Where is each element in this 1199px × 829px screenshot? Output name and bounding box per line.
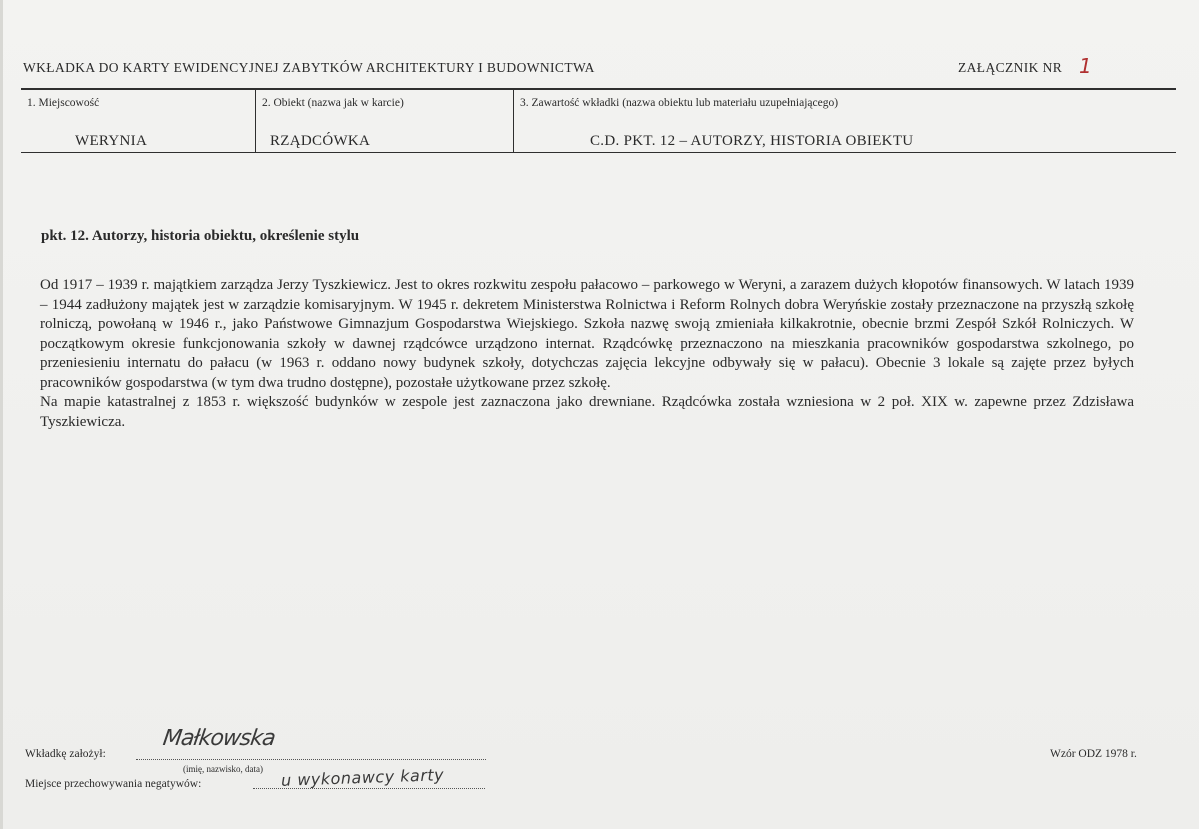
section-title: pkt. 12. Autorzy, historia obiektu, określenie stylu — [41, 228, 360, 244]
document-title: WKŁADKA DO KARTY EWIDENCYJNEJ ZABYTKÓW ARCHITEKTURY I BUDOWNICTWA — [23, 60, 595, 75]
locality-value: WERYNIA — [75, 133, 148, 149]
attachment-label: ZAŁĄCZNIK NR — [958, 60, 1063, 75]
history-paragraph-2: Na mapie katastralnej z 1853 r. większość budynków w zespole jest zaznaczona jako drewniane. Rządcówka została wzniesiona w 2 poł. XIX w. zapewne przez Zdzisława Tyszkiewicza. — [40, 394, 1134, 430]
created-by-caption: (imię, nazwisko, data) — [183, 764, 263, 774]
header-top-rule — [21, 88, 1176, 90]
attachment-number: 1 — [1079, 54, 1092, 78]
history-text — [40, 276, 1134, 432]
content-label: 3. Zawartość wkładki (nazwa obiektu lub materiału uzupełniającego) — [520, 97, 839, 109]
content-value: C.D. PKT. 12 – AUTORZY, HISTORIA OBIEKTU — [590, 133, 914, 149]
created-by-dotted-line — [136, 759, 486, 760]
field-divider-2 — [513, 89, 514, 152]
header-bottom-rule — [21, 152, 1176, 153]
created-by-label: Wkładkę założył: — [25, 748, 106, 760]
object-value: RZĄDCÓWKA — [270, 133, 371, 149]
storage-label: Miejsce przechowywania negatywów: — [25, 778, 202, 790]
storage-value: u wykonawcy karty — [280, 765, 445, 790]
object-label: 2. Obiekt (nazwa jak w karcie) — [262, 97, 404, 109]
field-divider-1 — [255, 89, 256, 152]
signature: Małkowska — [161, 726, 277, 751]
history-paragraph-1: Od 1917 – 1939 r. majątkiem zarządza Jerzy Tyszkiewicz. Jest to okres rozkwitu zespołu pałacowo – parkowego w Weryni, a zarazem dużych kłopotów finansowych. W latach 1939 – 1944 zadłużony majątek jest w zarządzie komisaryjnym. W 1945 r. dekretem Ministerstwa Rolnictwa i Reform Rolnych dobra Weryńskie zostały przeznaczone na przyszłą szkołę rolniczą, powołaną w 1946 r., jako Państwowe Gimnazjum Gospodarstwa Wiejskiego. Szkoła nazwę swoją zmieniała kilkakrotnie, obecnie brzmi Zespół Szkół Rolniczych. W początkowym okresie funkcjonowania szkoły w dawnej rządcówce urządzono internat. Rządcówkę przeznaczono na mieszkania pracowników gospodarstwa szkolnego, po przeniesieniu internatu do pałacu (w 1963 r. oddano nowy budynek szkoły, dotychczas zajęcia lekcyjne odbywały się w pałacu). Obecnie 3 lokale są zajęte przez byłych pracowników gospodarstwa (w tym dwa trudno dostępne), pozostałe użytkowane przez szkołę. — [40, 277, 1134, 391]
form-version: Wzór ODZ 1978 r. — [1050, 748, 1137, 760]
locality-label: 1. Miejscowość — [27, 97, 100, 109]
